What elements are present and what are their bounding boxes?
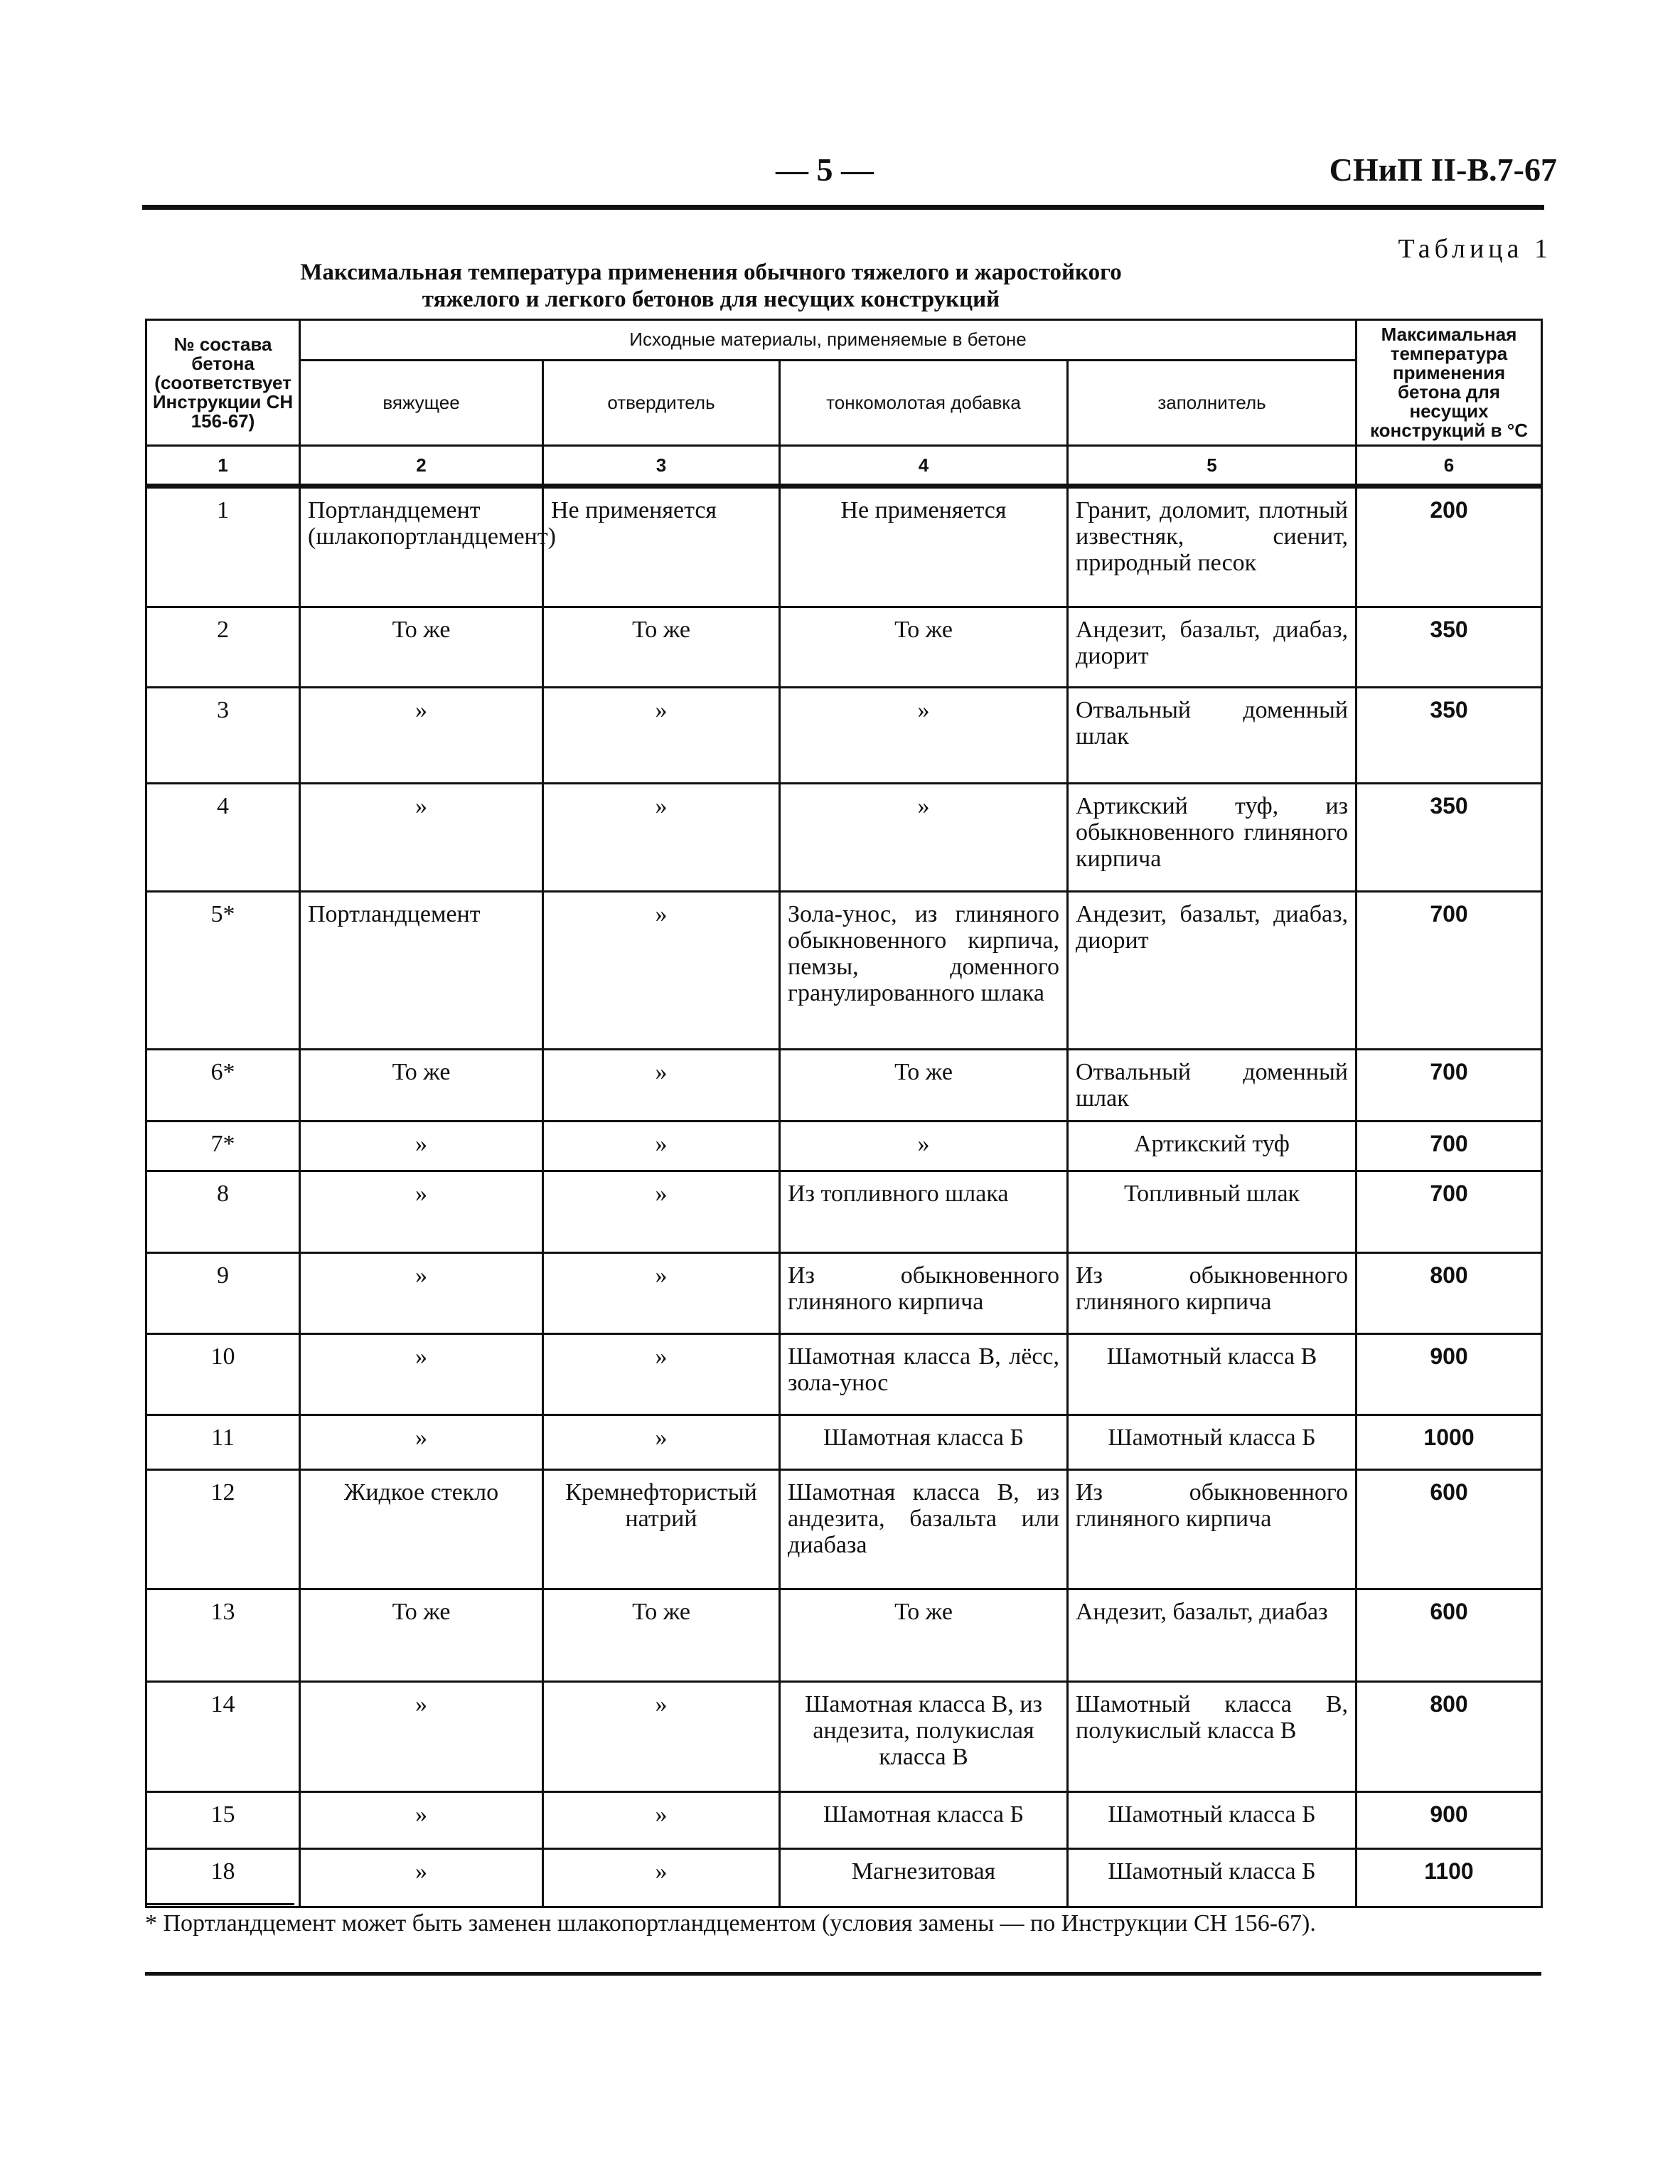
header-max-temperature: Максимальная температура применения бетона для несущих конструкций в °С xyxy=(1357,320,1542,446)
row-number: 1 xyxy=(146,486,300,607)
additive-cell: Шамотная класса В, из андезита, базальта или диабаза xyxy=(780,1470,1068,1589)
table-label: Таблица 1 xyxy=(1398,234,1552,264)
temperature-cell: 350 xyxy=(1357,784,1542,892)
hardener-cell: » xyxy=(543,784,780,892)
hardener-cell: » xyxy=(543,1682,780,1792)
row-number: 4 xyxy=(146,784,300,892)
header-materials-group: Исходные материалы, применяемые в бетоне xyxy=(300,320,1357,361)
table-row xyxy=(146,486,1542,607)
hardener-cell: » xyxy=(543,1050,780,1122)
additive-cell: Шамотная класса Б xyxy=(780,1792,1068,1849)
column-number: 2 xyxy=(300,446,543,486)
temperature-cell: 700 xyxy=(1357,1050,1542,1122)
header-hardener: отвердитель xyxy=(543,360,780,445)
temperature-cell: 200 xyxy=(1357,486,1542,607)
table-row xyxy=(146,784,1542,892)
header-rule xyxy=(142,205,1544,210)
binder-cell: То же xyxy=(300,1050,543,1122)
row-number: 11 xyxy=(146,1415,300,1470)
aggregate-cell: Шамотный класса В xyxy=(1068,1334,1357,1415)
temperature-cell: 700 xyxy=(1357,1171,1542,1253)
row-number: 10 xyxy=(146,1334,300,1415)
hardener-cell: » xyxy=(543,1849,780,1907)
row-number: 13 xyxy=(146,1589,300,1682)
binder-cell: » xyxy=(300,784,543,892)
additive-cell: Шамотная класса Б xyxy=(780,1415,1068,1470)
table-row xyxy=(146,1792,1542,1849)
aggregate-cell: Артикский туф xyxy=(1068,1122,1357,1171)
table-row xyxy=(146,1849,1542,1907)
header-fine-additive: тонкомолотая добавка xyxy=(780,360,1068,445)
row-number: 3 xyxy=(146,688,300,784)
binder-cell: То же xyxy=(300,1589,543,1682)
row-number: 12 xyxy=(146,1470,300,1589)
table-row xyxy=(146,607,1542,688)
temperature-cell: 900 xyxy=(1357,1792,1542,1849)
table-title-line: тяжелого и легкого бетонов для несущих конструкций xyxy=(422,287,1000,312)
temperature-cell: 350 xyxy=(1357,688,1542,784)
aggregate-cell: Андезит, базальт, диабаз xyxy=(1068,1589,1357,1682)
hardener-cell: » xyxy=(543,688,780,784)
binder-cell: То же xyxy=(300,607,543,688)
row-number: 14 xyxy=(146,1682,300,1792)
additive-cell: Шамотная класса В, лёсс, зола-унос xyxy=(780,1334,1068,1415)
table-row xyxy=(146,1415,1542,1470)
additive-cell: » xyxy=(780,784,1068,892)
row-number: 9 xyxy=(146,1253,300,1334)
table-row xyxy=(146,1171,1542,1253)
header-composition-number: № состава бетона (соответствует Инструкции СН 156-67) xyxy=(146,320,300,446)
aggregate-cell: Андезит, базальт, диабаз, диорит xyxy=(1068,607,1357,688)
hardener-cell: » xyxy=(543,1334,780,1415)
footnote xyxy=(145,1910,1539,1937)
row-number: 5* xyxy=(146,892,300,1050)
binder-cell: » xyxy=(300,1171,543,1253)
temperature-cell: 1000 xyxy=(1357,1415,1542,1470)
binder-cell: » xyxy=(300,1253,543,1334)
hardener-cell: То же xyxy=(543,607,780,688)
binder-cell: » xyxy=(300,1122,543,1171)
header-binder: вяжущее xyxy=(300,360,543,445)
temperature-cell: 800 xyxy=(1357,1253,1542,1334)
binder-cell: Портландцемент (шлакопортландцемент) xyxy=(300,486,543,607)
row-number: 6* xyxy=(146,1050,300,1122)
hardener-cell: Не применяется xyxy=(543,486,780,607)
aggregate-cell: Шамотный класса Б xyxy=(1068,1792,1357,1849)
temperature-cell: 700 xyxy=(1357,892,1542,1050)
additive-cell: Не применяется xyxy=(780,486,1068,607)
hardener-cell: » xyxy=(543,1415,780,1470)
page-number: — 5 — xyxy=(776,151,874,188)
table-row xyxy=(146,1589,1542,1682)
row-number: 2 xyxy=(146,607,300,688)
hardener-cell: » xyxy=(543,892,780,1050)
additive-cell: Из топливного шлака xyxy=(780,1171,1068,1253)
binder-cell: » xyxy=(300,688,543,784)
table-title-line: Максимальная температура применения обычного тяжелого и жаростойкого xyxy=(300,260,1122,285)
row-number: 15 xyxy=(146,1792,300,1849)
table-row xyxy=(146,688,1542,784)
row-number: 7* xyxy=(146,1122,300,1171)
temperature-cell: 350 xyxy=(1357,607,1542,688)
aggregate-cell: Андезит, базальт, диабаз, диорит xyxy=(1068,892,1357,1050)
hardener-cell: » xyxy=(543,1792,780,1849)
column-number: 1 xyxy=(146,446,300,486)
aggregate-cell: Гранит, доломит, плотный известняк, сиенит, природный песок xyxy=(1068,486,1357,607)
row-number: 18 xyxy=(146,1849,300,1907)
document-code: СНиП II-В.7-67 xyxy=(1329,151,1557,188)
row-number: 8 xyxy=(146,1171,300,1253)
aggregate-cell: Из обыкновенного глиняного кирпича xyxy=(1068,1470,1357,1589)
temperature-cell: 1100 xyxy=(1357,1849,1542,1907)
table-row xyxy=(146,1122,1542,1171)
header-aggregate: заполнитель xyxy=(1068,360,1357,445)
aggregate-cell: Шамотный класса Б xyxy=(1068,1849,1357,1907)
table-row xyxy=(146,1253,1542,1334)
additive-cell: То же xyxy=(780,607,1068,688)
additive-cell: » xyxy=(780,688,1068,784)
binder-cell: » xyxy=(300,1792,543,1849)
column-number: 5 xyxy=(1068,446,1357,486)
additive-cell: Из обыкновенного глиняного кирпича xyxy=(780,1253,1068,1334)
aggregate-cell: Отвальный доменный шлак xyxy=(1068,688,1357,784)
hardener-cell: » xyxy=(543,1122,780,1171)
hardener-cell: » xyxy=(543,1171,780,1253)
table-row xyxy=(146,1334,1542,1415)
aggregate-cell: Артикский туф, из обыкновенного глиняного кирпича xyxy=(1068,784,1357,892)
aggregate-cell: Из обыкновенного глиняного кирпича xyxy=(1068,1253,1357,1334)
aggregate-cell: Шамотный класса Б xyxy=(1068,1415,1357,1470)
bottom-rule xyxy=(145,1972,1541,1976)
table-row xyxy=(146,1682,1542,1792)
additive-cell: Шамотная класса В, из андезита, полукислая класса В xyxy=(780,1682,1068,1792)
binder-cell: » xyxy=(300,1849,543,1907)
aggregate-cell: Отвальный доменный шлак xyxy=(1068,1050,1357,1122)
table-row xyxy=(146,1050,1542,1122)
hardener-cell: Кремнефтористый натрий xyxy=(543,1470,780,1589)
table-row xyxy=(146,1470,1542,1589)
aggregate-cell: Топливный шлак xyxy=(1068,1171,1357,1253)
binder-cell: Жидкое стекло xyxy=(300,1470,543,1589)
additive-cell: Магнезитовая xyxy=(780,1849,1068,1907)
binder-cell: » xyxy=(300,1334,543,1415)
hardener-cell: То же xyxy=(543,1589,780,1682)
table-row xyxy=(146,892,1542,1050)
table-title xyxy=(299,259,1123,313)
aggregate-cell: Шамотный класса В, полукислый класса В xyxy=(1068,1682,1357,1792)
temperature-cell: 600 xyxy=(1357,1470,1542,1589)
temperature-cell: 900 xyxy=(1357,1334,1542,1415)
column-number: 3 xyxy=(543,446,780,486)
footnote-text: * Портландцемент может быть заменен шлакопортландцементом (условия замены — по Инструкции СН 156-67). xyxy=(145,1910,1316,1937)
column-number: 4 xyxy=(780,446,1068,486)
binder-cell: » xyxy=(300,1415,543,1470)
binder-cell: Портландцемент xyxy=(300,892,543,1050)
additive-cell: Зола-унос, из глиняного обыкновенного кирпича, пемзы, доменного гранулированного шлака xyxy=(780,892,1068,1050)
footnote-rule xyxy=(145,1903,294,1905)
hardener-cell: » xyxy=(543,1253,780,1334)
additive-cell: » xyxy=(780,1122,1068,1171)
additive-cell: То же xyxy=(780,1589,1068,1682)
binder-cell: » xyxy=(300,1682,543,1792)
additive-cell: То же xyxy=(780,1050,1068,1122)
temperature-table xyxy=(145,319,1543,1908)
column-number: 6 xyxy=(1357,446,1542,486)
temperature-cell: 700 xyxy=(1357,1122,1542,1171)
temperature-cell: 800 xyxy=(1357,1682,1542,1792)
temperature-cell: 600 xyxy=(1357,1589,1542,1682)
